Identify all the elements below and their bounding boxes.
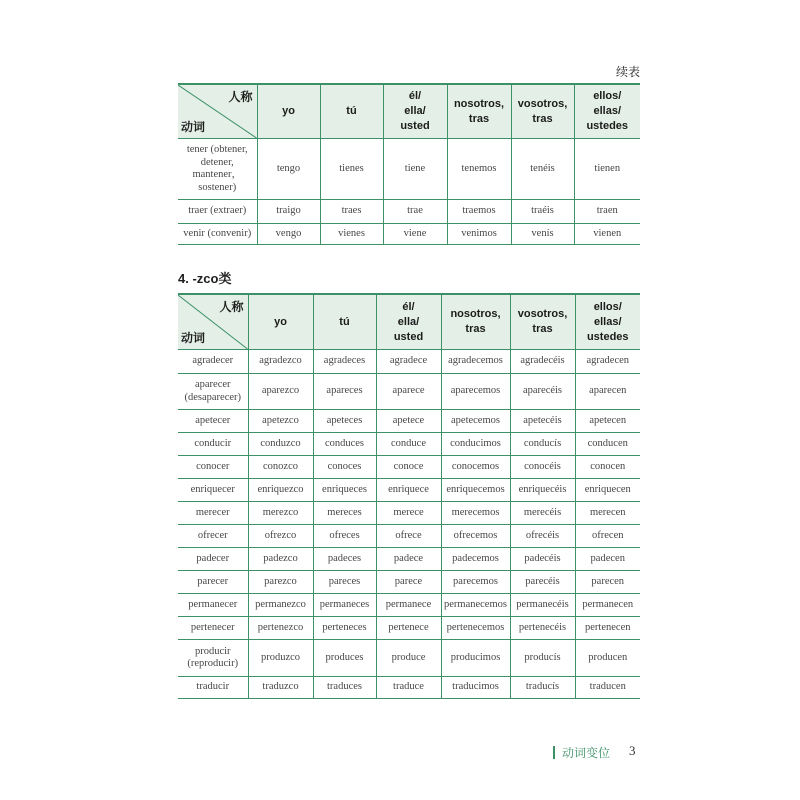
conjugation-cell: viene [383, 224, 447, 245]
conjugation-cell: padecen [575, 548, 640, 571]
conjugation-cell: conoce [376, 456, 441, 479]
conjugation-cell: aparecemos [441, 374, 510, 410]
table-row [178, 571, 640, 594]
conjugation-cell: apetecemos [441, 410, 510, 433]
conjugation-cell: traduce [376, 677, 441, 699]
conjugation-cell: padece [376, 548, 441, 571]
conjugation-cell: enriquecemos [441, 479, 510, 502]
continued-table-label: 续表 [615, 65, 640, 79]
verb-cell: traer (extraer) [178, 200, 257, 224]
conjugation-cell: permanecéis [510, 594, 575, 617]
conjugation-cell: ofrecemos [441, 525, 510, 548]
conjugation-cell: apeteces [313, 410, 376, 433]
verb-label: 动词 [181, 331, 206, 345]
verb-cell: ofrecer [178, 525, 248, 548]
conjugation-cell: traemos [447, 200, 511, 224]
conjugation-cell: pertenecemos [441, 617, 510, 640]
conjugation-cell: ofrecen [575, 525, 640, 548]
conjugation-cell: agradezco [248, 350, 313, 374]
verb-cell: conocer [178, 456, 248, 479]
column-header-el-ella-usted: él/ ella/ usted [376, 294, 441, 350]
person-label: 人称 [219, 300, 244, 314]
conjugation-cell: aparece [376, 374, 441, 410]
conjugation-cell: vienes [320, 224, 383, 245]
conjugation-cell: conduce [376, 433, 441, 456]
conjugation-cell: padecéis [510, 548, 575, 571]
column-header-nosotros: nosotros, tras [441, 294, 510, 350]
conjugation-cell: permanece [376, 594, 441, 617]
conjugation-cell: ofrecéis [510, 525, 575, 548]
column-header-ellos-ellas-ustedes: ellos/ ellas/ ustedes [574, 84, 640, 139]
conjugation-cell: permaneces [313, 594, 376, 617]
conjugation-cell: agradece [376, 350, 441, 374]
header-row [178, 84, 640, 139]
conjugation-table-zco [178, 293, 640, 699]
conjugation-cell: vienen [574, 224, 640, 245]
conjugation-cell: padecemos [441, 548, 510, 571]
conjugation-cell: ofreces [313, 525, 376, 548]
person-label: 人称 [228, 90, 253, 104]
conjugation-cell: producís [510, 640, 575, 677]
conjugation-cell: traducís [510, 677, 575, 699]
conjugation-cell: aparecen [575, 374, 640, 410]
conjugation-cell: mereces [313, 502, 376, 525]
table-row [178, 479, 640, 502]
verb-cell: pertenecer [178, 617, 248, 640]
conjugation-cell: conocéis [510, 456, 575, 479]
footer-section-title: 动词变位 [562, 746, 611, 760]
conjugation-cell: apetecen [575, 410, 640, 433]
table-row [178, 200, 640, 224]
conjugation-cell: permanecen [575, 594, 640, 617]
conjugation-cell: traducen [575, 677, 640, 699]
conjugation-cell: ofrezco [248, 525, 313, 548]
conjugation-cell: conocemos [441, 456, 510, 479]
conjugation-cell: tienes [320, 139, 383, 200]
conjugation-cell: padezco [248, 548, 313, 571]
conjugation-cell: conoces [313, 456, 376, 479]
column-header-nosotros: nosotros, tras [447, 84, 511, 139]
verb-label: 动词 [181, 120, 206, 134]
verb-cell: aparecer (desaparecer) [178, 374, 248, 410]
verb-cell: producir (reproducir) [178, 640, 248, 677]
conjugation-cell: merezco [248, 502, 313, 525]
conjugation-cell: conducen [575, 433, 640, 456]
table-row [178, 350, 640, 374]
conjugation-cell: agradecéis [510, 350, 575, 374]
conjugation-cell: tenemos [447, 139, 511, 200]
section-heading: 4. -zco类 [178, 271, 232, 286]
conjugation-cell: conducís [510, 433, 575, 456]
conjugation-cell: parecen [575, 571, 640, 594]
conjugation-cell: tenéis [511, 139, 574, 200]
column-header-yo: yo [257, 84, 320, 139]
column-header-ellos-ellas-ustedes: ellos/ ellas/ ustedes [575, 294, 640, 350]
column-header-vosotros: vosotros, tras [510, 294, 575, 350]
table-row [178, 139, 640, 200]
conjugation-cell: ofrece [376, 525, 441, 548]
corner-header [178, 294, 248, 350]
verb-cell: apetecer [178, 410, 248, 433]
table-row [178, 433, 640, 456]
column-header-vosotros: vosotros, tras [511, 84, 574, 139]
verb-cell: permanecer [178, 594, 248, 617]
table-row [178, 525, 640, 548]
conjugation-cell: perteneces [313, 617, 376, 640]
conjugation-cell: vengo [257, 224, 320, 245]
conjugation-cell: merecen [575, 502, 640, 525]
conjugation-cell: enriquece [376, 479, 441, 502]
conjugation-cell: produces [313, 640, 376, 677]
conjugation-cell: pertenezco [248, 617, 313, 640]
conjugation-cell: conocen [575, 456, 640, 479]
conjugation-cell: producen [575, 640, 640, 677]
conjugation-cell: pertenecéis [510, 617, 575, 640]
conjugation-cell: conduzco [248, 433, 313, 456]
corner-header [178, 84, 257, 139]
conjugation-cell: parecéis [510, 571, 575, 594]
conjugation-cell: venís [511, 224, 574, 245]
conjugation-cell: producimos [441, 640, 510, 677]
conjugation-cell: tengo [257, 139, 320, 200]
conjugation-cell: traduces [313, 677, 376, 699]
conjugation-cell: venimos [447, 224, 511, 245]
conjugation-cell: trae [383, 200, 447, 224]
table-row [178, 456, 640, 479]
conjugation-cell: traen [574, 200, 640, 224]
column-header-tu: tú [320, 84, 383, 139]
verb-cell: enriquecer [178, 479, 248, 502]
conjugation-cell: traes [320, 200, 383, 224]
conjugation-cell: traduzco [248, 677, 313, 699]
table-row [178, 594, 640, 617]
header-row [178, 294, 640, 350]
table-row [178, 617, 640, 640]
column-header-tu: tú [313, 294, 376, 350]
conjugation-cell: enriquezco [248, 479, 313, 502]
conjugation-cell: aparezco [248, 374, 313, 410]
conjugation-cell: traigo [257, 200, 320, 224]
conjugation-cell: tiene [383, 139, 447, 200]
table-row [178, 374, 640, 410]
conjugation-cell: pertenece [376, 617, 441, 640]
table-row [178, 548, 640, 571]
conjugation-cell: traéis [511, 200, 574, 224]
verb-cell: merecer [178, 502, 248, 525]
conjugation-cell: parece [376, 571, 441, 594]
table-row [178, 677, 640, 699]
conjugation-cell: permanezco [248, 594, 313, 617]
conjugation-cell: agradeces [313, 350, 376, 374]
conjugation-cell: pareces [313, 571, 376, 594]
conjugation-cell: conducimos [441, 433, 510, 456]
conjugation-cell: tienen [574, 139, 640, 200]
page-number: 3 [629, 743, 636, 758]
conjugation-cell: aparecéis [510, 374, 575, 410]
conjugation-cell: merece [376, 502, 441, 525]
conjugation-cell: produzco [248, 640, 313, 677]
verb-cell: traducir [178, 677, 248, 699]
conjugation-table-continued [178, 83, 640, 245]
conjugation-cell: pertenecen [575, 617, 640, 640]
verb-cell: padecer [178, 548, 248, 571]
conjugation-cell: merecemos [441, 502, 510, 525]
verb-cell: venir (convenir) [178, 224, 257, 245]
conjugation-cell: conozco [248, 456, 313, 479]
table-row [178, 640, 640, 677]
column-header-yo: yo [248, 294, 313, 350]
conjugation-cell: agradecemos [441, 350, 510, 374]
conjugation-cell: conduces [313, 433, 376, 456]
conjugation-cell: apetecéis [510, 410, 575, 433]
verb-cell: conducir [178, 433, 248, 456]
conjugation-cell: parecemos [441, 571, 510, 594]
table-row [178, 224, 640, 245]
conjugation-cell: permanecemos [441, 594, 510, 617]
conjugation-cell: enriqueces [313, 479, 376, 502]
conjugation-cell: produce [376, 640, 441, 677]
conjugation-cell: enriquecéis [510, 479, 575, 502]
verb-cell: agradecer [178, 350, 248, 374]
conjugation-cell: parezco [248, 571, 313, 594]
conjugation-cell: merecéis [510, 502, 575, 525]
conjugation-cell: traducimos [441, 677, 510, 699]
conjugation-cell: apetezco [248, 410, 313, 433]
conjugation-cell: agradecen [575, 350, 640, 374]
verb-cell: parecer [178, 571, 248, 594]
conjugation-cell: apetece [376, 410, 441, 433]
conjugation-cell: padeces [313, 548, 376, 571]
footer-accent-bar [553, 746, 555, 759]
conjugation-cell: enriquecen [575, 479, 640, 502]
conjugation-cell: apareces [313, 374, 376, 410]
table-row [178, 502, 640, 525]
table-row [178, 410, 640, 433]
verb-cell: tener (obtener, detener, mantener， sostener) [178, 139, 257, 200]
column-header-el-ella-usted: él/ ella/ usted [383, 84, 447, 139]
